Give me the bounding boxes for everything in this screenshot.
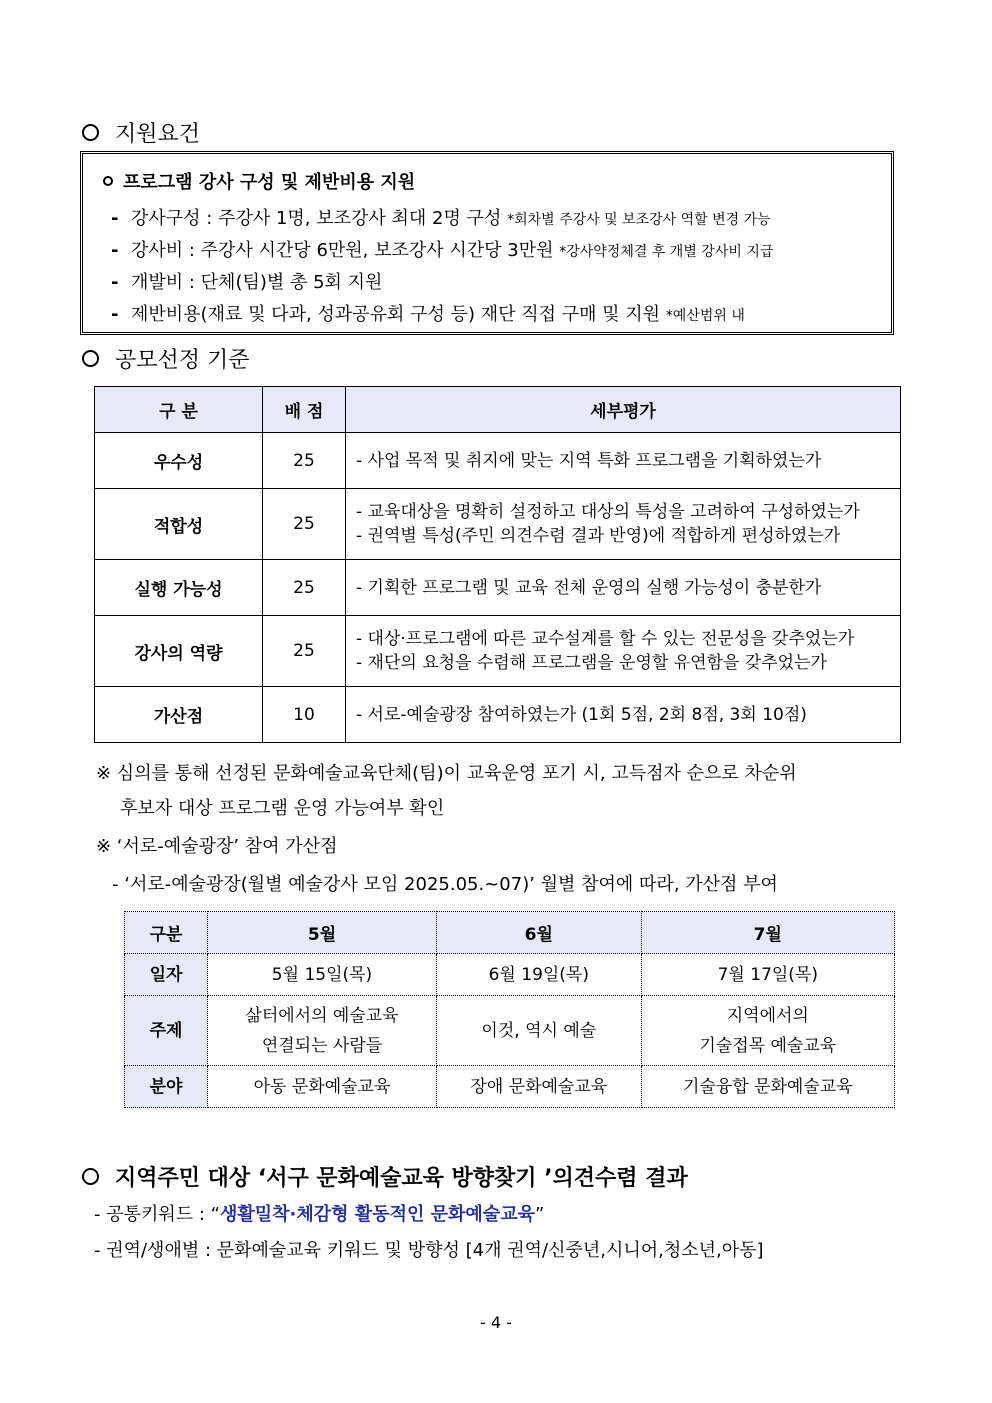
criterion-name: 강사의 역량 [95,616,263,687]
table-row [125,996,895,1066]
criterion-score: 25 [263,616,346,687]
topic-cell: 지역에서의 기술접목 예술교육 [641,996,894,1066]
circle-bullet-icon [82,350,99,367]
criteria-table [94,386,901,743]
requirement-item: - 강사비 : 주강사 시간당 6만원, 보조강사 시간당 3만원 *강사약정체결 후 개별 강사비 지급 [111,240,774,261]
table-header-row [95,387,901,433]
schedule-table [124,911,895,1108]
note-line: ※ 심의를 통해 선정된 문화예술교육단체(팀)이 교육운영 포기 시, 고득점자 순으로 차순위 [96,763,797,784]
table-row [95,687,901,743]
topic-cell: 삶터에서의 예술교육 연결되는 사람들 [208,996,437,1066]
table-header-row [125,912,895,954]
requirement-item: - 제반비용(재료 및 다과, 성과공유회 구성 등) 재단 직접 구매 및 지원 *예산범위 내 [111,304,745,325]
row-header: 분야 [125,1066,208,1108]
criterion-name: 실행 가능성 [95,560,263,616]
requirement-item: - 강사구성 : 주강사 1명, 보조강사 최대 2명 구성 *회차별 주강사 및 보조강사 역할 변경 가능 [111,208,771,229]
date-cell: 5월 15일(목) [208,954,437,996]
heading-text: 공모선정 기준 [115,348,250,373]
field-cell: 장애 문화예술교육 [437,1066,642,1108]
box-title: 프로그램 강사 구성 및 제반비용 지원 [103,168,415,194]
topic-cell: 이것, 역시 예술 [437,996,642,1066]
column-header: 배 점 [263,387,346,433]
support-requirements-box [80,151,894,335]
table-row [95,616,901,687]
common-keyword-value: 생활밀착·체감형 활동적인 문화예술교육 [220,1204,535,1225]
date-cell: 6월 19일(목) [437,954,642,996]
table-row [95,489,901,560]
table-row [95,433,901,489]
column-header: 5월 [208,912,437,954]
section-heading-opinion-results [82,1161,688,1192]
row-header: 주제 [125,996,208,1066]
circle-bullet-icon [103,176,113,186]
column-header: 6월 [437,912,642,954]
column-header: 세부평가 [346,387,901,433]
section-heading-selection-criteria [82,343,250,374]
column-header: 구 분 [95,387,263,433]
date-cell: 7월 17일(목) [641,954,894,996]
criterion-score: 25 [263,489,346,560]
section-heading-support [82,117,200,148]
field-cell: 아동 문화예술교육 [208,1066,437,1108]
common-keyword-line: - 공통키워드 : “생활밀착·체감형 활동적인 문화예술교육” [94,1204,545,1225]
criterion-score: 25 [263,560,346,616]
criterion-name: 우수성 [95,433,263,489]
criterion-detail: - 교육대상을 명확히 설정하고 대상의 특성을 고려하여 구성하였는가 - 권역별 특성(주민 의견수렴 결과 반영)에 적합하게 편성하였는가 [346,489,901,560]
table-row [125,1066,895,1108]
heading-text: 지역주민 대상 ‘서구 문화예술교육 방향찾기 ’의견수렴 결과 [115,1166,688,1191]
column-header: 7월 [641,912,894,954]
regional-keyword-line: - 권역/생애별 : 문화예술교육 키워드 및 방향성 [4개 권역/신중년,시니어,청소년,아동] [94,1240,764,1261]
column-header: 구분 [125,912,208,954]
criterion-detail: - 기획한 프로그램 및 교육 전체 운영의 실행 가능성이 충분한가 [346,560,901,616]
row-header: 일자 [125,954,208,996]
criterion-score: 25 [263,433,346,489]
note-line: - ‘서로-예술광장(월별 예술강사 모임 2025.05.~07)’ 월별 참여에 따라, 가산점 부여 [112,874,778,895]
note-line: 후보자 대상 프로그램 운영 가능여부 확인 [120,798,445,819]
criterion-detail: - 서로-예술광장 참여하였는가 (1회 5점, 2회 8점, 3회 10점) [346,687,901,743]
table-row [125,954,895,996]
circle-bullet-icon [82,124,99,141]
criterion-detail: - 사업 목적 및 취지에 맞는 지역 특화 프로그램을 기획하였는가 [346,433,901,489]
heading-text: 지원요건 [115,122,201,147]
page-number: - 4 - [480,1313,512,1332]
note-line: ※ ‘서로-예술광장’ 참여 가산점 [96,836,338,857]
field-cell: 기술융합 문화예술교육 [641,1066,894,1108]
criterion-detail: - 대상·프로그램에 따른 교수설계를 할 수 있는 전문성을 갖추었는가 - 재단의 요청을 수렴해 프로그램을 운영할 유연함을 갖추었는가 [346,616,901,687]
requirement-item: - 개발비 : 단체(팀)별 총 5회 지원 [111,272,383,293]
criterion-score: 10 [263,687,346,743]
criterion-name: 가산점 [95,687,263,743]
criterion-name: 적합성 [95,489,263,560]
table-row [95,560,901,616]
circle-bullet-icon [82,1168,99,1185]
